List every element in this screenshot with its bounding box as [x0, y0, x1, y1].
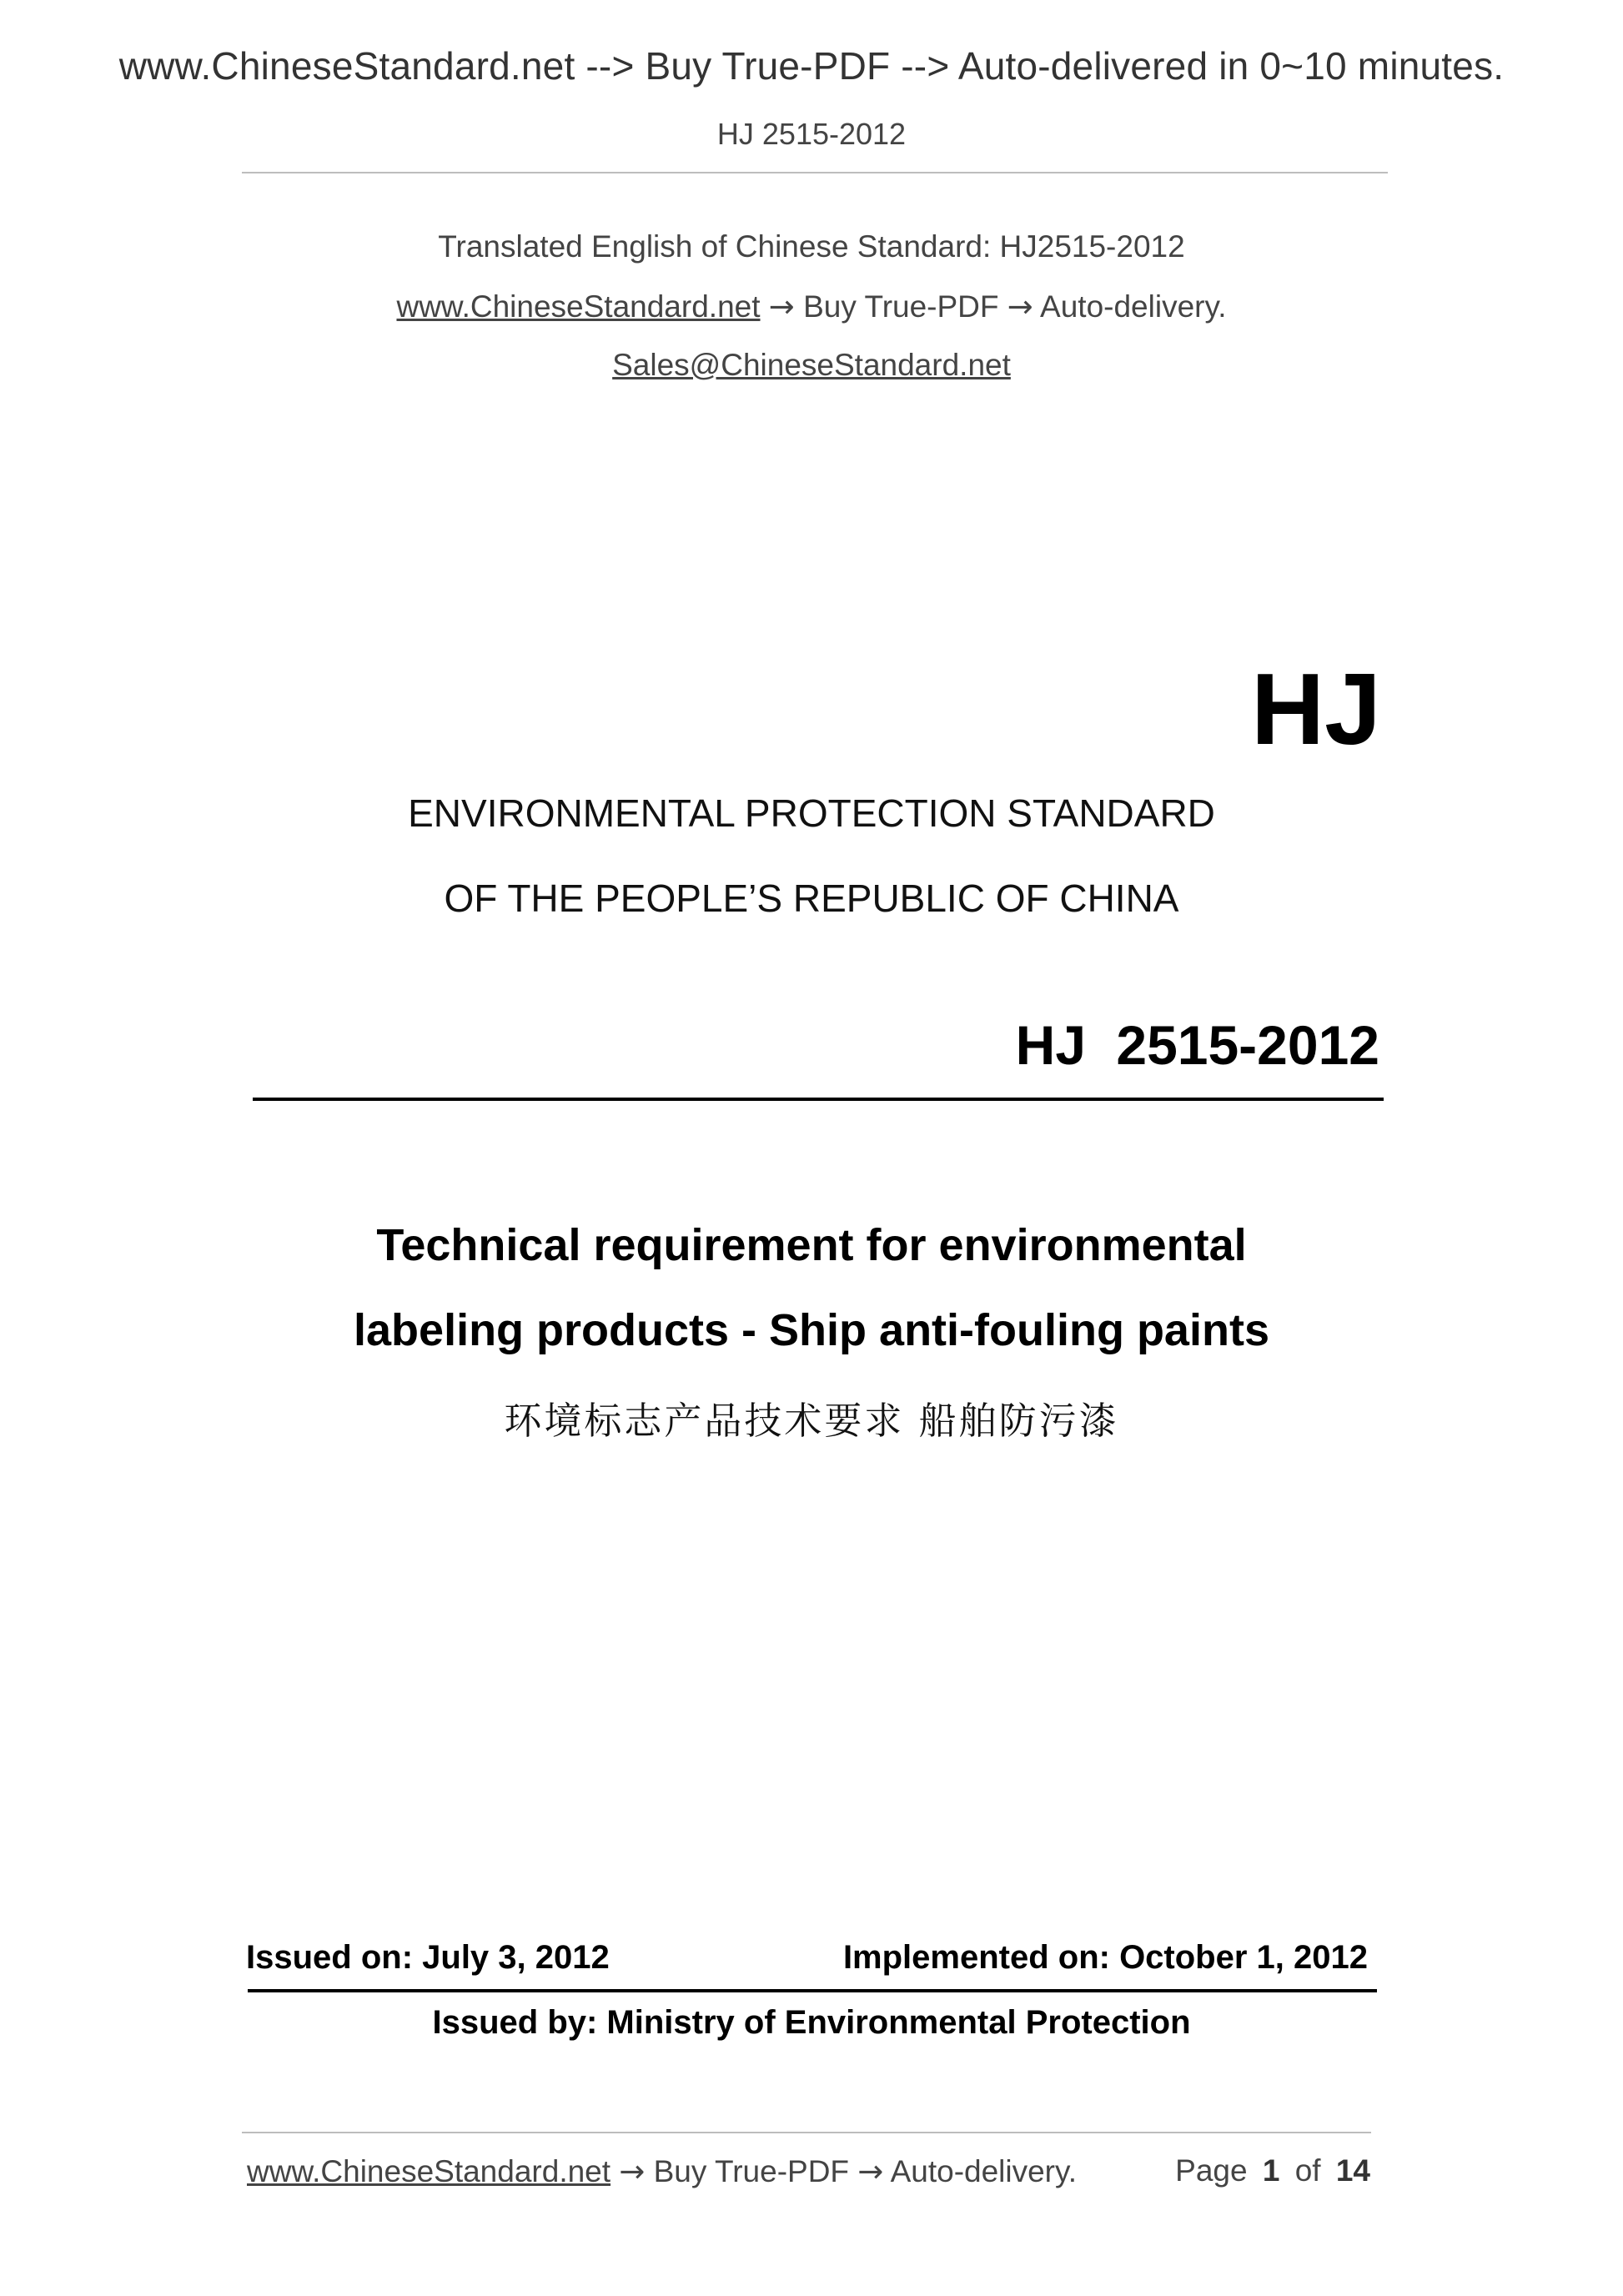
translated-title: Translated English of Chinese Standard: HJ2515-2012 — [438, 229, 1185, 264]
right-arrow-icon: → — [857, 2153, 884, 2189]
page-number: 1 — [1262, 2153, 1280, 2188]
right-arrow-icon: → — [619, 2153, 646, 2189]
dates-divider — [248, 1989, 1377, 1992]
category-mark: HJ — [1251, 652, 1381, 766]
standard-number: HJ 2515-2012 — [1015, 1014, 1379, 1076]
footer-divider — [242, 2132, 1371, 2133]
footer-site-link[interactable]: www.ChineseStandard.net — [247, 2154, 611, 2188]
running-header: HJ 2515-2012 — [716, 117, 907, 151]
site-link[interactable]: www.ChineseStandard.net — [396, 289, 761, 324]
delivery-label: Auto-delivery. — [1040, 289, 1227, 324]
footer-buy-line — [247, 2153, 1077, 2189]
page-counter — [1175, 2153, 1370, 2188]
standard-caption-line-1: ENVIRONMENTAL PROTECTION STANDARD — [408, 791, 1215, 835]
standard-caption-line-2: OF THE PEOPLE’S REPUBLIC OF CHINA — [444, 877, 1179, 920]
sales-email-line — [0, 348, 1623, 383]
right-arrow-icon: → — [768, 289, 795, 324]
title-english-line-2: labeling products - Ship anti-fouling paints — [354, 1305, 1269, 1355]
page-label: Page — [1175, 2153, 1248, 2188]
standard-number-divider — [253, 1098, 1384, 1101]
buy-label: Buy True-PDF — [803, 289, 999, 324]
footer-delivery-label: Auto-delivery. — [890, 2154, 1078, 2188]
page-total: 14 — [1335, 2153, 1370, 2188]
buy-line — [0, 289, 1623, 324]
issued-on: Issued on: July 3, 2012 — [246, 1939, 610, 1976]
header-divider — [242, 172, 1388, 173]
implemented-on: Implemented on: October 1, 2012 — [842, 1939, 1368, 1976]
footer-buy-label: Buy True-PDF — [653, 2154, 850, 2188]
title-chinese: 环境标志产品技术要求 船舶防污漆 — [504, 1399, 1119, 1443]
title-english-line-1: Technical requirement for environmental — [376, 1220, 1247, 1270]
issued-by: Issued by: Ministry of Environmental Protection — [432, 2004, 1191, 2041]
right-arrow-icon: → — [1007, 289, 1033, 324]
of-label: of — [1294, 2153, 1321, 2188]
top-banner: www.ChineseStandard.net --> Buy True-PDF --> Auto-delivered in 0~10 minutes. — [118, 44, 1505, 88]
sales-email-link[interactable]: Sales@ChineseStandard.net — [612, 348, 1011, 382]
